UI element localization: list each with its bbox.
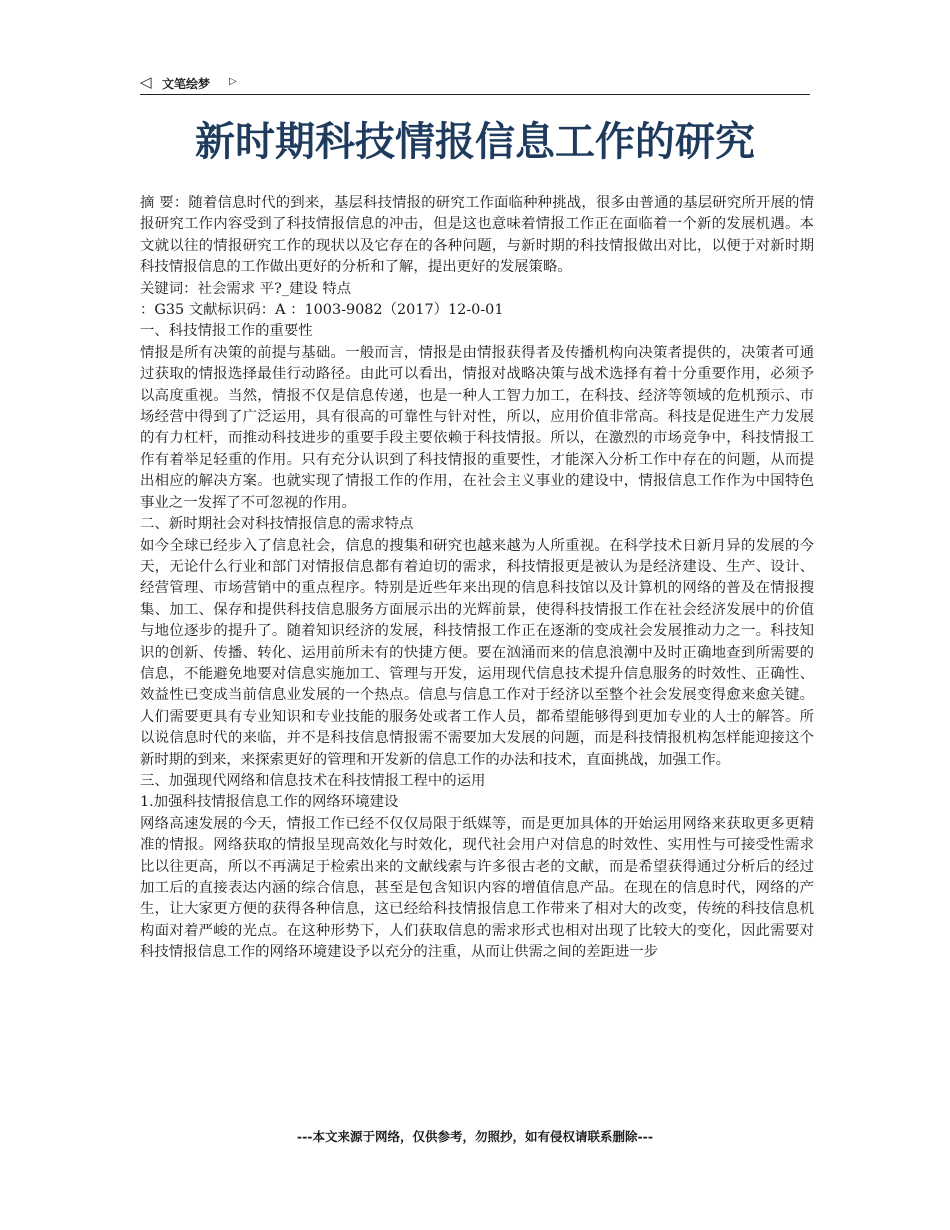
document-title: 新时期科技情报信息工作的研究 xyxy=(195,119,755,165)
keywords-line: 关键词：社会需求 平?_建设 特点 xyxy=(140,280,352,297)
document-body xyxy=(140,193,814,964)
brand-label: 文笔绘梦 xyxy=(162,77,211,91)
abstract-paragraph: 摘 要：随着信息时代的到来，基层科技情报的研究工作面临种种挑战，很多由普通的基层研究所开展的情报研究工作内容受到了科技情报信息的冲击，但是这也意味着情报工作正在面临着一个新的发展机遇。本文就以往的情报研究工作的现状以及它存在的各种问题，与新时期的科技情报做出对比，以便于对新时期科技情报信息的工作做出更好的分析和了解，提出更好的发展策略。 xyxy=(140,195,814,276)
section-1-heading: 一、科技情报工作的重要性 xyxy=(140,323,313,340)
section-3-heading: 三、加强现代网络和信息技术在科技情报工程中的运用 xyxy=(140,772,486,789)
triangle-left-icon: ◁ xyxy=(140,73,152,91)
section-2-paragraph: 如今全球已经步入了信息社会，信息的搜集和研究也越来越为人所重视。在科学技术日新月异的发展的今天，无论什么行业和部门对情报信息都有着迫切的需求，科技情报更是被认为是经济建设、生产、设计、经营管理、市场营销中的重点程序。特别是近些年来出现的信息科技馆以及计算机的网络的普及在情报搜集、加工、保存和提供科技信息服务方面展示出的光辉前景，使得科技情报工作在社会经济发展中的价值与地位逐步的提升了。随着知识经济的发展，科技情报工作正在逐渐的变成社会发展推动力之一。科技知识的创新、传播、转化、运用前所未有的快捷方便。要在汹涌而来的信息浪潮中及时正确地查到所需要的信息，不能避免地要对信息实施加工、管理与开发，运用现代信息技术提升信息服务的时效性、正确性、效益性已变成当前信息业发展的一个热点。信息与信息工作对于经济以至整个社会发展变得愈来愈关键。人们需要更具有专业知识和专业技能的服务处或者工作人员，都希望能够得到更加专业的人士的解答。所以说信息时代的来临，并不是科技信息情报需不需要加大发展的问题，而是科技情报机构怎样能迎接这个新时期的到来，来探索更好的管理和开发新的信息工作的办法和技术，直面挑战，加强工作。 xyxy=(140,537,814,768)
classification-line: ：G35 文献标识码：A ：1003-9082（2017）12-0-01 xyxy=(140,302,504,319)
section-3-paragraph: 网络高速发展的今天，情报工作已经不仅仅局限于纸媒等，而是更加具体的开始运用网络来获取更多更精准的情报。网络获取的情报呈现高效化与时效化，现代社会用户对信息的时效性、实用性与可接受性需求比以往更高，所以不再满足于检索出来的文献线索与许多很古老的文献，而是希望获得通过分析后的经过加工后的直接表达内涵的综合信息，甚至是包含知识内容的增值信息产品。在现在的信息时代，网络的产生，让大家更方便的获得各种信息，这已经给科技情报信息工作带来了相对大的改变，传统的科技信息机构面对着严峻的光点。在这种形势下，人们获取信息的需求形式也相对出现了比较大的变化，因此需要对科技情报信息工作的网络环境建设予以充分的注重，从而让供需之间的差距进一步 xyxy=(140,815,814,961)
source-disclaimer: ---本文来源于网络，仅供参考，勿照抄，如有侵权请联系删除--- xyxy=(296,1129,654,1144)
section-3-subheading: 1.加强科技情报信息工作的网络环境建设 xyxy=(140,794,399,811)
triangle-right-icon: ▷ xyxy=(229,76,237,87)
section-1-paragraph: 情报是所有决策的前提与基础。一般而言，情报是由情报获得者及传播机构向决策者提供的，决策者可通过获取的情报选择最佳行动路径。由此可以看出，情报对战略决策与战术选择有着十分重要作用，必须予以高度重视。当然，情报不仅是信息传递，也是一种人工智力加工，在科技、经济等领域的危机预示、市场经营中得到了广泛运用，具有很高的可靠性与针对性，所以，应用价值非常高。科技是促进生产力发展的有力杠杆，而推动科技进步的重要手段主要依赖于科技情报。所以，在激烈的市场竞争中，科技情报工作有着举足轻重的作用。只有充分认识到了科技情报的重要性，才能深入分析工作中存在的问题，从而提出相应的解决方案。也就实现了情报工作的作用，在社会主义事业的建设中，情报信息工作作为中国特色事业之一发挥了不可忽视的作用。 xyxy=(140,344,814,511)
section-2-heading: 二、新时期社会对科技情报信息的需求特点 xyxy=(140,516,414,533)
page-header xyxy=(140,72,810,95)
